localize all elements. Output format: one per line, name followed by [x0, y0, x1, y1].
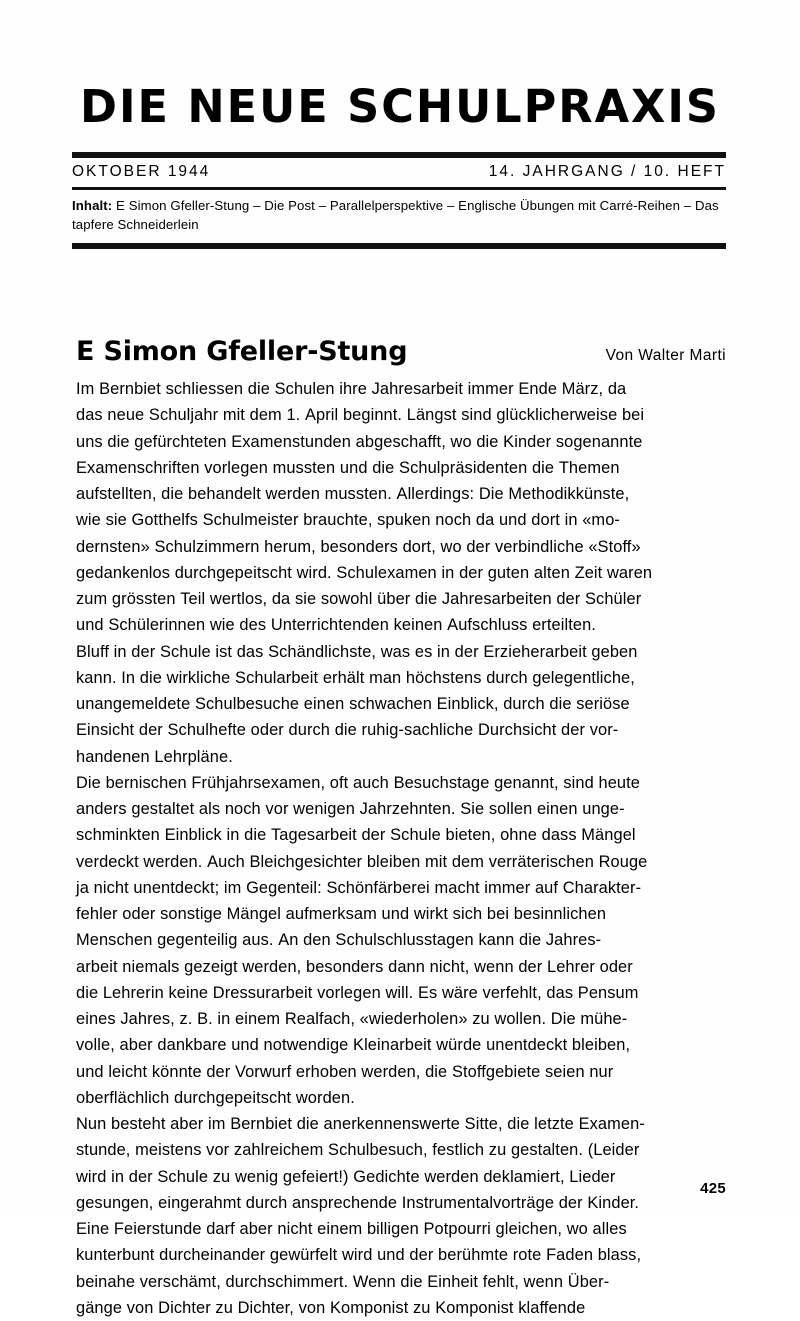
text-line: dernsten» Schulzimmern herum, besonders dort, wo der verbindliche «Stoff» — [76, 537, 641, 556]
article-title: E Simon Gfeller-Stung — [76, 336, 408, 368]
text-line: wie sie Gotthelfs Schulmeister brauchte, spuken noch da und dort in «mo- — [76, 511, 620, 530]
text-line: kann. In die wirkliche Schularbeit erhält man höchstens durch gelegentliche, — [76, 668, 635, 687]
text-line: gedankenlos durchgepeitscht wird. Schulexamen in der guten alten Zeit waren — [76, 563, 653, 582]
text-line: schminkten Einblick in die Tagesarbeit der Schule bieten, ohne dass Mängel — [76, 826, 636, 845]
text-line: und Schülerinnen wie des Unterrichtenden keinen Aufschluss erteilten. — [76, 616, 596, 635]
text-line: anders gestaltet als noch vor wenigen Jahrzehnten. Sie sollen einen unge- — [76, 800, 625, 818]
text-line: wird in der Schule zu wenig gefeiert!) Gedichte werden deklamiert, Lieder — [76, 1167, 616, 1186]
text-line: Bluff in der Schule ist das Schändlichste, was es in der Erzieherarbeit geben — [76, 642, 638, 661]
rule-below-issue-line — [72, 187, 726, 190]
text-line: fehler oder sonstige Mängel aufmerksam und wirkt sich bei besinnlichen — [76, 905, 607, 923]
text-line: Examenschriften vorlegen mussten und die Schulpräsidenten die Themen — [76, 458, 620, 477]
text-line: beinahe verschämt, durchschimmert. Wenn die Einheit fehlt, wenn Über- — [76, 1272, 610, 1291]
text-line: unangemeldete Schulbesuche einen schwachen Einblick, durch die seriöse — [76, 695, 630, 713]
paragraph — [76, 1111, 726, 1321]
issue-volume: 14. JAHRGANG / 10. HEFT — [488, 163, 726, 180]
text-line: gänge von Dichter zu Dichter, von Komponist zu Komponist klaffende — [76, 1298, 586, 1317]
text-line: stunde, meistens vor zahlreichem Schulbesuch, festlich zu gestalten. (Leider — [76, 1141, 640, 1160]
text-line: kunterbunt durcheinander gewürfelt wird und der berühmte rote Faden blass, — [76, 1246, 642, 1265]
text-line: handenen Lehrpläne. — [76, 747, 233, 766]
text-line: uns die gefürchteten Examenstunden abgeschafft, wo die Kinder sogenannte — [76, 432, 643, 451]
text-line: verdeckt werden. Auch Bleichgesichter bleiben mit dem verräterischen Rouge — [76, 852, 648, 871]
text-line: zum grössten Teil wertlos, da sie sowohl über die Jahresarbeiten der Schüler — [76, 590, 642, 608]
text-line: gesungen, eingerahmt durch ansprechende Instrumentalvorträge der Kinder. — [76, 1193, 640, 1212]
text-line: oberflächlich durchgepeitscht worden. — [76, 1088, 355, 1107]
journal-title: DIE NEUE SCHULPRAXIS — [79, 80, 721, 133]
text-line: das neue Schuljahr mit dem 1. April beginnt. Längst sind glücklicherweise bei — [76, 406, 645, 425]
article-body — [76, 376, 726, 1321]
text-line: arbeit niemals gezeigt werden, besonders dann nicht, wenn der Lehrer oder — [76, 957, 633, 976]
page-number: 425 — [700, 1180, 726, 1197]
text-line: Menschen gegenteilig aus. An den Schulschlusstagen kann die Jahres- — [76, 931, 602, 950]
contents-line — [72, 196, 728, 234]
article-byline: Von Walter Marti — [605, 347, 726, 365]
text-line: aufstellten, die behandelt werden mussten. Allerdings: Die Methodikkünste, — [76, 485, 630, 503]
text-line: eines Jahres, z. B. in einem Realfach, «wiederholen» zu wollen. Die mühe- — [76, 1010, 628, 1028]
rule-below-masthead — [72, 152, 726, 158]
masthead — [72, 80, 728, 133]
text-line: Einsicht der Schulhefte oder durch die ruhig-sachliche Durchsicht der vor- — [76, 721, 619, 740]
issue-date: OKTOBER 1944 — [72, 163, 211, 180]
issue-line — [72, 159, 726, 185]
text-line: Die bernischen Frühjahrsexamen, oft auch Besuchstage genannt, sind heute — [76, 773, 641, 792]
contents-label: Inhalt: — [72, 198, 113, 213]
contents-text: E Simon Gfeller-Stung – Die Post – Parallelperspektive – Englische Übungen mit Carré-Reihen – Das tapfere Schneiderlein — [72, 198, 719, 232]
text-line: und leicht könnte der Vorwurf erhoben werden, die Stoffgebiete seien nur — [76, 1062, 614, 1081]
text-line: die Lehrerin keine Dressurarbeit vorlegen will. Es wäre verfehlt, das Pensum — [76, 983, 639, 1002]
text-line: Eine Feierstunde darf aber nicht einem billigen Potpourri gleichen, wo alles — [76, 1220, 627, 1238]
text-line: ja nicht unentdeckt; im Gegenteil: Schönfärberei macht immer auf Charakter- — [76, 878, 642, 897]
text-line: volle, aber dankbare und notwendige Kleinarbeit würde unentdeckt bleiben, — [76, 1036, 631, 1055]
paragraph — [76, 770, 726, 1111]
text-line: Im Bernbiet schliessen die Schulen ihre Jahresarbeit immer Ende März, da — [76, 380, 627, 398]
text-line: Nun besteht aber im Bernbiet die anerkennenswerte Sitte, die letzte Examen- — [76, 1115, 645, 1133]
rule-below-contents — [72, 243, 726, 249]
paragraph — [76, 376, 726, 770]
